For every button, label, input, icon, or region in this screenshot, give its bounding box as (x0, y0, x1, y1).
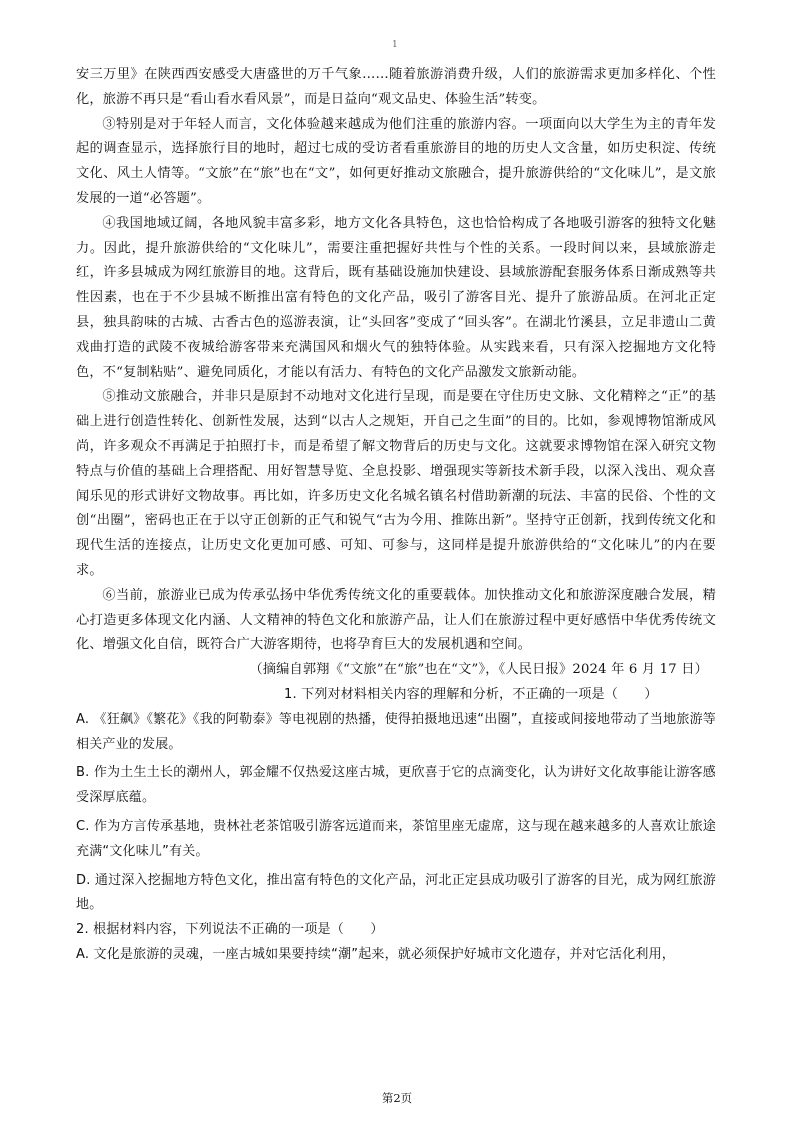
page-number: 第2页 (381, 1091, 413, 1105)
paragraph-continuation: 安三万里》在陕西西安感受大唐盛世的万千气象……随着旅游消费升级，人们的旅游需求更加多样化、个性化，旅游不再只是“看山看水看风景”，而是日益向“观文品史、体验生活”转变。 (76, 67, 716, 107)
question-1-option-b: B. 作为土生土长的潮州人，郭金耀不仅热爱这座古城，更欣喜于它的点滴变化，认为讲好文化故事能让游客感受深厚底蕴。 (76, 765, 716, 806)
paragraph-6: ⑥当前，旅游业已成为传承弘扬中华优秀传统文化的重要载体。加快推动文化和旅游深度融合发展，精心打造更多体现文化内涵、人文精神的特色文化和旅游产品，让人们在旅游过程中更好感悟中华优秀传统文化、增强文化自信，既符合广大游客期待，也将孕育巨大的发展机遇和空间。 (76, 587, 716, 653)
question-1-option-a: A. 《狂飙》《繁花》《我的阿勒泰》等电视剧的热播，使得拍摄地迅速“出圈”，直接或间接地带动了当地旅游等相关产业的发展。 (76, 711, 716, 752)
paragraph-4: ④我国地域辽阔，各地风貌丰富多彩，地方文化各具特色，这也恰恰构成了各地吸引游客的独特文化魅力。因此，提升旅游供给的“文化味儿”，需要注重把握好共性与个性的关系。一段时间以来，县域旅游走红，许多县城成为网红旅游目的地。这背后，既有基础设施加快建设、县域旅游配套服务体系日渐成熟等共性因素，也在于不少县城不断推出富有特色的文化产品，吸引了游客目光、提升了旅游品质。在河北正定县，独具韵味的古城、古香古色的巡游表演，让“头回客”变成了“回头客”。在湖北竹溪县，立足非遗山二黄戏曲打造的武陵不夜城给游客带来充满国风和烟火气的独特体验。从实践来看，只有深入挖掘地方文化特色，不“复制粘贴”、避免同质化，才能以有活力、有特色的文化产品激发文旅新动能。 (76, 215, 716, 380)
article-body (76, 63, 716, 968)
question-2-option-a: A. 文化是旅游的灵魂，一座古城如果要持续“潮”起来，就必须保护好城市文化遗存，并对它活化利用， (76, 946, 675, 962)
page-top-mark: 1 (392, 40, 398, 50)
question-1-option-c: C. 作为方言传承基地，贵林社老茶馆吸引游客远道而来，茶馆里座无虚席，这与现在越来越多的人喜欢让旅途充满“文化味儿”有关。 (76, 818, 716, 859)
paragraph-3: ③特别是对于年轻人而言，文化体验越来越成为他们注重的旅游内容。一项面向以大学生为主的青年发起的调查显示，选择旅行目的地时，超过七成的受访者看重旅游目的地的历史人文含量，如历史积淀、传统文化、风土人情等。“文旅”在“旅”也在“文”，如何更好推动文旅融合，提升旅游供给的“文化味儿”，是文旅发展的一道“必答题”。 (76, 116, 716, 206)
paragraph-5: ⑤推动文旅融合，并非只是原封不动地对文化进行呈现，而是要在守住历史文脉、文化精粹之“正”的基础上进行创造性转化、创新性发展，达到“以古人之规矩，开自己之生面”的目的。比如，参观博物馆渐成风尚，许多观众不再满足于拍照打卡，而是希望了解文物背后的历史与文化。这就要求博物馆在深入研究文物特点与价值的基础上合理搭配、用好智慧导览、全息投影、增强现实等新技术新手段，以深入浅出、观众喜闻乐见的形式讲好文物故事。再比如，许多历史文化名城名镇名村借助新潮的玩法、丰富的民俗、个性的文创“出圈”，密码也正在于以守正创新的正气和锐气“古为今用、推陈出新”。坚持守正创新，找到传统文化和现代生活的连接点，让历史文化更加可感、可知、可参与，这同样是提升旅游供给的“文化味儿”的内在要求。 (76, 389, 716, 578)
question-1-option-d: D. 通过深入挖掘地方特色文化，推出富有特色的文化产品，河北正定县成功吸引了游客的目光，成为网红旅游地。 (76, 872, 716, 913)
question-2-stem: 2. 根据材料内容，下列说法不正确的一项是（ ） (76, 922, 384, 938)
source-citation: （摘编自郭翔《“文旅”在“旅”也在“文”》，《人民日报》2024 年 6 月 17 日） (249, 662, 708, 678)
question-1-stem: 1. 下列对材料相关内容的理解和分析，不正确的一项是（ ） (284, 686, 658, 702)
